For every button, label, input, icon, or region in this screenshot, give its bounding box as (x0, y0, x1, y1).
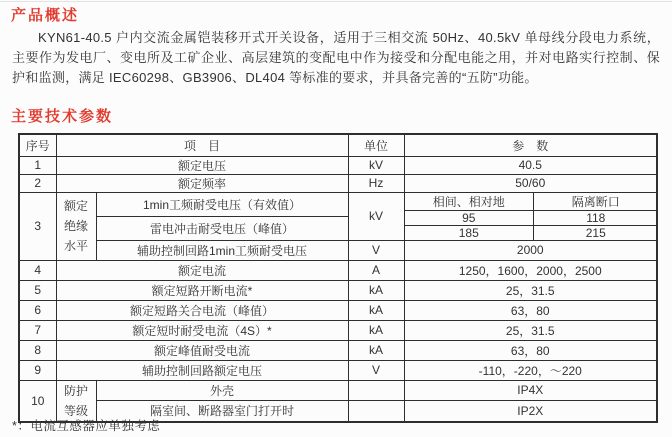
nested-col-a: 相间、相对地 (405, 193, 534, 211)
nested-value: 215 (585, 225, 606, 240)
section-title-parameters: 主要技术参数 (11, 108, 114, 125)
table-header-row (19, 134, 657, 156)
cell-item: 额定峰值耐受电流 (56, 340, 348, 360)
table-row (19, 360, 657, 380)
cell-param: 63，80 (404, 340, 657, 360)
cell-unit: V (348, 360, 404, 380)
cell-param: 1250，1600，2000，2500 (404, 260, 657, 280)
cell-param: 25，31.5 (404, 280, 657, 300)
col-header-param: 参 数 (404, 134, 657, 156)
cell-item: 额定短路开断电流* (56, 280, 348, 300)
cell-item: 辅助控制回路额定电压 (56, 360, 348, 380)
nested-row (405, 210, 658, 225)
cell-unit-empty (348, 401, 404, 422)
section-title-overview: 产品概述 (11, 7, 80, 24)
col-header-seq: 序号 (19, 134, 56, 156)
nested-value: 185 (405, 225, 534, 240)
cell-unit: kA (348, 340, 404, 360)
cell-seq: 9 (19, 360, 56, 380)
table-row (19, 380, 657, 401)
nested-header-row (405, 193, 658, 211)
cell-param: 63，80 (404, 300, 657, 320)
nested-value: 118 (534, 210, 658, 225)
cell-seq: 3 (19, 192, 56, 260)
cell-param: 25，31.5 (404, 320, 657, 340)
item-line: 绝缘 (63, 219, 88, 233)
cell-param: 2000 (404, 240, 657, 260)
col-header-item: 项 目 (56, 134, 348, 156)
table-row (19, 280, 657, 300)
cell-seq: 2 (19, 174, 56, 192)
table-row (19, 240, 657, 260)
cell-unit-empty (348, 380, 404, 401)
item-line: 额定 (63, 199, 88, 213)
cell-param: IP4X (404, 380, 657, 401)
col-header-unit: 单位 (348, 134, 404, 156)
cell-unit: kV (348, 156, 404, 174)
cell-unit: kV (348, 192, 404, 240)
cell-param: 50/60 (404, 174, 657, 192)
cell-seq: 4 (19, 260, 56, 280)
overview-paragraph: KYN61-40.5 户内交流金属铠装移开式开关设备，适用于三相交流 50Hz、40.5kV 单母线分段电力系统，主要作为发电厂、变电所及工矿企业、高层建筑的变配电中作为接受和分配电能之用，并对电路实行控制、保护和监测，满足 IEC60298、GB3906、DL404 等标准的要求，并具备完善的“五防”功能。 (12, 30, 660, 85)
cell-seq: 5 (19, 280, 56, 300)
cell-param: 40.5 (404, 156, 657, 174)
cell-unit: A (348, 260, 404, 280)
cell-unit: kA (348, 300, 404, 320)
nested-value-grid (405, 193, 658, 240)
cell-unit: Hz (348, 174, 404, 192)
cell-subitem: 外壳 (96, 380, 348, 401)
nested-col-b: 隔离断口 (534, 193, 658, 211)
cell-item: 额定频率 (56, 174, 348, 192)
table-row (19, 260, 657, 280)
cell-seq: 10 (19, 380, 56, 422)
cell-seq: 6 (19, 300, 56, 320)
cell-subitem: 辅助控制回路1min工频耐受电压 (96, 240, 348, 260)
cell-item: 额定短时耐受电流（4S）* (56, 320, 348, 340)
cell-item-group (56, 192, 96, 260)
scan-edge-artifact (0, 1, 672, 2)
item-line: 防护 (63, 383, 88, 398)
table-row (19, 340, 657, 360)
nested-value: 95 (405, 210, 534, 225)
cell-seq: 7 (19, 320, 56, 340)
cell-item: 额定短路关合电流（峰值） (56, 300, 348, 320)
cell-subitem: 雷电冲击耐受电压（峰值） (96, 216, 348, 240)
cell-seq: 8 (19, 340, 56, 360)
cell-item: 额定电流 (56, 260, 348, 280)
item-line: 水平 (63, 239, 88, 253)
cell-unit: V (348, 240, 404, 260)
cell-unit: kA (348, 320, 404, 340)
tech-params-table (18, 133, 658, 423)
table-row (19, 300, 657, 320)
cell-seq: 1 (19, 156, 56, 174)
nested-row (405, 225, 658, 240)
cell-param: -110，-220，～220 (404, 360, 657, 380)
cell-param: IP2X (404, 401, 657, 422)
item-line: 等级 (63, 403, 88, 418)
table-row (19, 174, 657, 192)
table-row (19, 192, 657, 216)
table-row (19, 320, 657, 340)
cell-unit: kA (348, 280, 404, 300)
cell-subitem: 1min工频耐受电压（有效值） (96, 192, 348, 216)
footnote: *：电流互感器应单独考虑 (12, 419, 161, 433)
table-row (19, 156, 657, 174)
cell-param-nested (404, 192, 657, 240)
cell-item: 额定电压 (56, 156, 348, 174)
cell-subitem: 隔室间、断路器室门打开时 (96, 401, 348, 422)
